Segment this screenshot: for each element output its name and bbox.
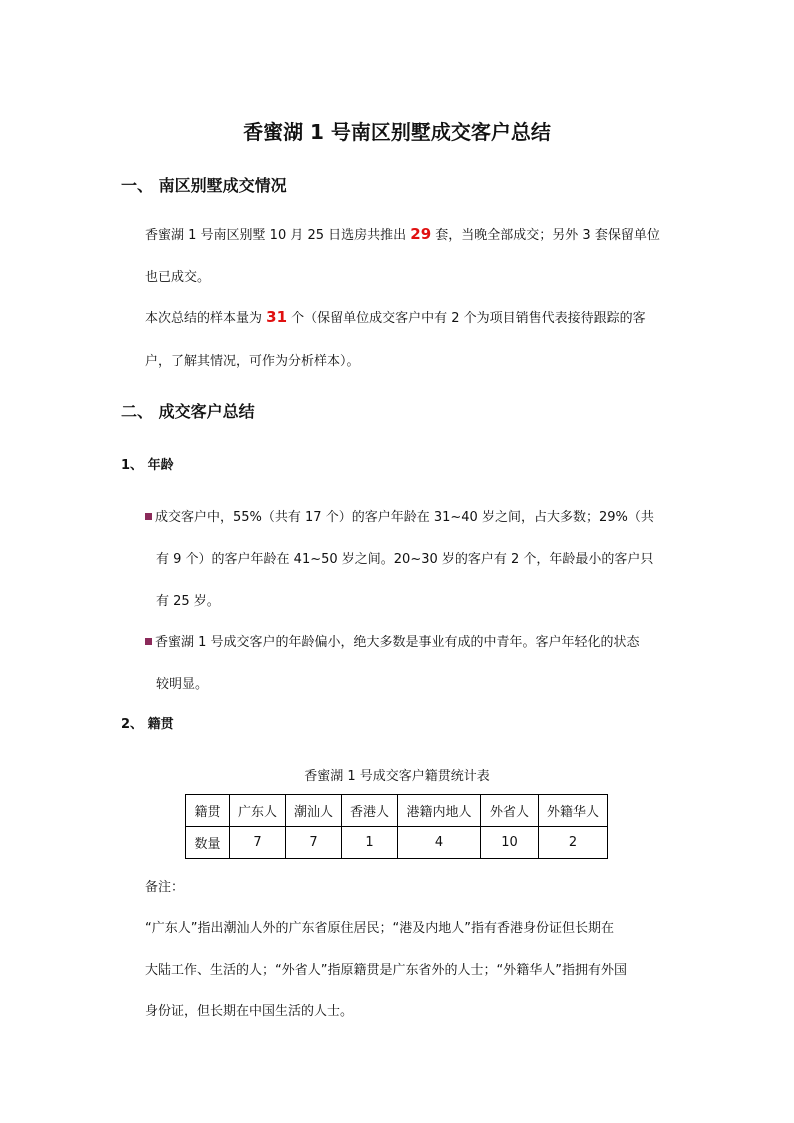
table-cell: 潮汕人 [286,795,342,827]
table-cell: 7 [230,827,286,859]
paragraph-text: 本次总结的样本量为 [145,311,267,326]
table-cell: 10 [481,827,539,859]
table-cell: 1 [342,827,398,859]
square-bullet-icon [145,513,152,520]
table-cell: 港籍内地人 [398,795,481,827]
subheading-origin: 2、 籍贯 [121,717,174,732]
paragraph-line [145,307,646,326]
table-cell: 籍贯 [186,795,230,827]
square-bullet-icon [145,638,152,645]
bullet-line: 有 25 岁。 [156,594,220,609]
table-cell: 外籍华人 [539,795,608,827]
bullet-text: 香蜜湖 1 号成交客户的年龄偏小，绝大多数是事业有成的中青年。客户年轻化的状态 [155,635,640,650]
table-cell: 广东人 [230,795,286,827]
table-cell: 2 [539,827,608,859]
bullet-line [145,506,654,525]
bullet-text: 成交客户中，55%（共有 17 个）的客户年龄在 31~40 岁之间，占大多数；29%（共 [155,510,654,525]
highlight-number: 29 [410,225,432,243]
bullet-line: 有 9 个）的客户年龄在 41~50 岁之间。20~30 岁的客户有 2 个，年龄最小的客户只 [156,552,654,567]
table-caption: 香蜜湖 1 号成交客户籍贯统计表 [304,769,490,784]
section-heading-1: 一、 南区别墅成交情况 [121,176,287,195]
table-cell: 7 [286,827,342,859]
paragraph-text: 个（保留单位成交客户中有 2 个为项目销售代表接待跟踪的客 [287,311,646,326]
paragraph-line: 户，了解其情况，可作为分析样本）。 [145,354,360,369]
origin-stat-table [185,794,608,859]
table-cell: 4 [398,827,481,859]
note-line: 大陆工作、生活的人；“外省人”指原籍贯是广东省外的人士；“外籍华人”指拥有外国 [145,963,627,978]
paragraph-line [145,224,660,243]
table-header-row [186,795,608,827]
section-heading-2: 二、 成交客户总结 [121,402,255,421]
bullet-line: 较明显。 [156,677,209,692]
table-row [186,827,608,859]
page-title: 香蜜湖 1 号南区别墅成交客户总结 [243,120,551,144]
paragraph-text: 套，当晚全部成交；另外 3 套保留单位 [431,228,660,243]
table-cell: 数量 [186,827,230,859]
bullet-line [145,631,640,650]
note-line: “广东人”指出潮汕人外的广东省原住居民；“港及内地人”指有香港身份证但长期在 [145,921,614,936]
paragraph-text: 香蜜湖 1 号南区别墅 10 月 25 日选房共推出 [145,228,411,243]
table-cell: 外省人 [481,795,539,827]
subheading-age: 1、 年龄 [121,458,174,473]
paragraph-line: 也已成交。 [145,270,211,285]
highlight-number: 31 [266,308,288,326]
table-cell: 香港人 [342,795,398,827]
note-line: 身份证，但长期在中国生活的人士。 [145,1004,354,1019]
note-label: 备注： [145,880,185,895]
